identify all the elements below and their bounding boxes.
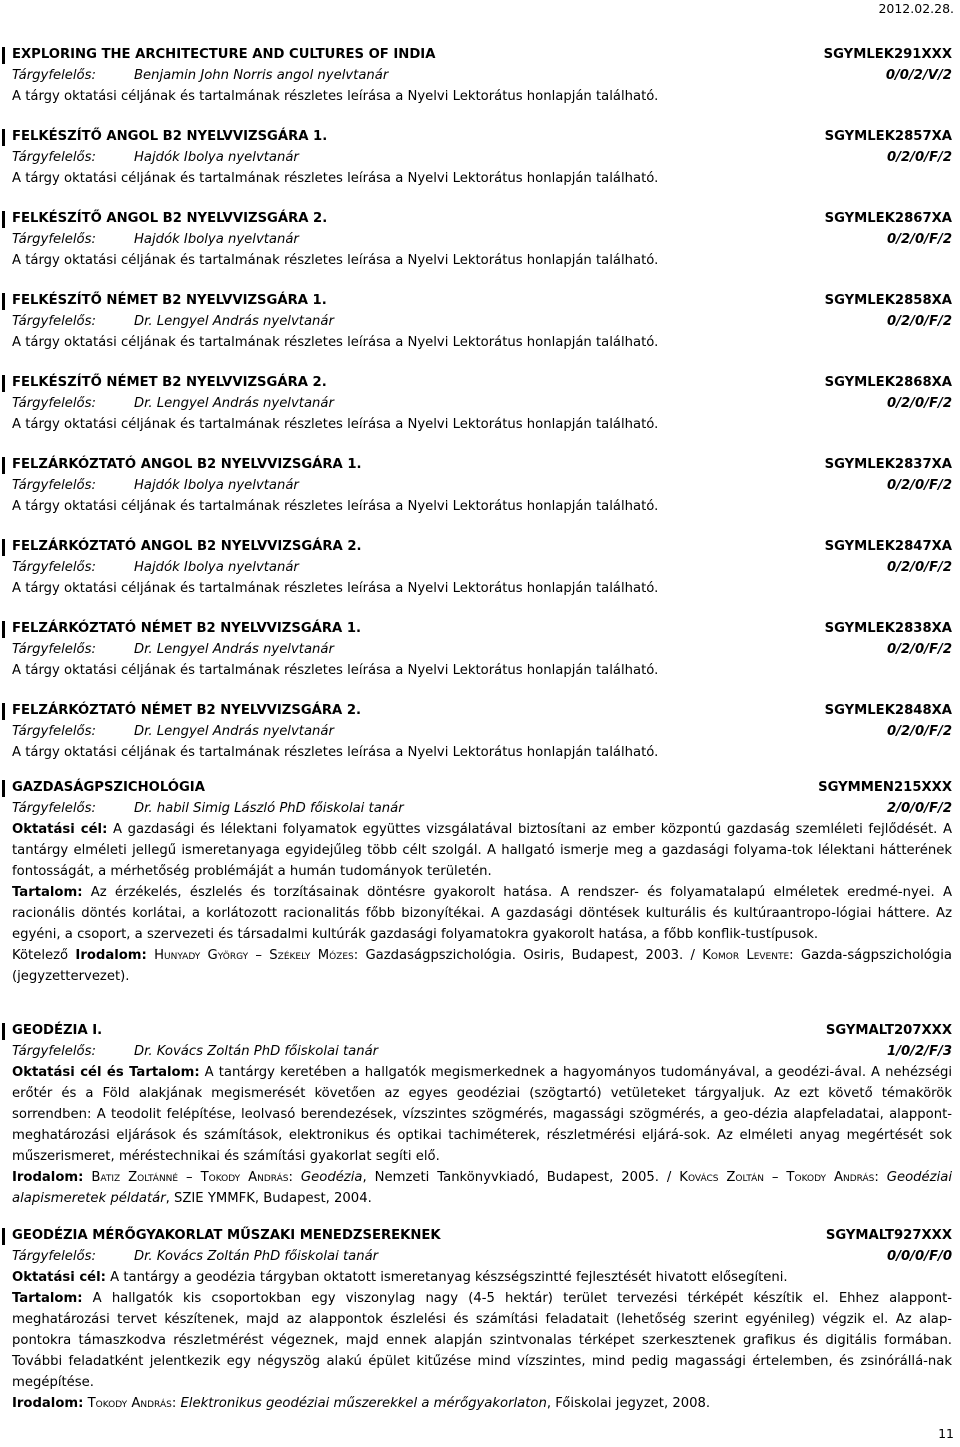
course-content xyxy=(0,882,960,945)
goal-text: A tantárgy keretében a hallgatók megismerkednek a hagyományos tudományával, a geodézi-ával. A nehézségi erőtér és a Föld alakjának megismerését követően az egyes geodéziai (szögtartó) vetületeket tárgyaljuk. Az ezt követő témakörök sorrendben: A teodolit felépítése, leolvasó berendezések, vízszintes szögmérés, magassági szögmérés, a geo-dézia alapfeladatai, alappont-meghatározási eljárások és számítások, elektronikus és optikai tachiméterek, részletmérési eljárá-sok. Az elméleti anyag megértését sok műszerismeret, méréstechnikai és számítási gyakorlat segíti elő. xyxy=(12,1065,952,1164)
course-goal xyxy=(0,1267,960,1288)
responsible-label: Tárgyfelelős: xyxy=(12,68,96,83)
course-code: SGYMALT207XXX xyxy=(825,1023,952,1038)
course-literature xyxy=(0,1393,960,1414)
course-description: A tárgy oktatási céljának és tartalmának részletes leírása a Nyelvi Lektorátus honlapján található. xyxy=(12,89,659,104)
page-date: 2012.02.28. xyxy=(878,1,954,16)
goal-label: Oktatási cél: xyxy=(12,822,108,837)
course-code: SGYMLEK2857XA xyxy=(824,129,952,144)
lit-text: , Főiskolai jegyzet, 2008. xyxy=(546,1396,711,1411)
lit-author: Tokody András xyxy=(87,1396,172,1411)
course-code: SGYMLEK2838XA xyxy=(824,621,952,636)
course-credits: 0/2/0/F/2 xyxy=(887,642,952,657)
course-title: GAZDASÁGPSZICHOLÓGIA xyxy=(12,780,205,795)
course-credits: 0/2/0/F/2 xyxy=(887,478,952,493)
course-title: FELKÉSZÍTŐ NÉMET B2 NYELVVIZSGÁRA 1. xyxy=(12,293,327,308)
course-lecturer: Dr. Lengyel András nyelvtanár xyxy=(134,314,334,329)
course-title: GEODÉZIA MÉRŐGYAKORLAT MŰSZAKI MENEDZSEREKNEK xyxy=(12,1228,441,1243)
course-block xyxy=(0,454,960,517)
course-block xyxy=(0,700,960,763)
course-description: A tárgy oktatási céljának és tartalmának részletes leírása a Nyelvi Lektorátus honlapján található. xyxy=(12,581,659,596)
course-lecturer: Dr. Lengyel András nyelvtanár xyxy=(134,396,334,411)
course-code: SGYMLEK2868XA xyxy=(824,375,952,390)
lit-text: , Nemzeti Tankönyvkiadó, Budapest, 2005. / xyxy=(362,1170,680,1185)
course-description: A tárgy oktatási céljának és tartalmának részletes leírása a Nyelvi Lektorátus honlapján található. xyxy=(12,663,659,678)
course-lecturer: Dr. Kovács Zoltán PhD főiskolai tanár xyxy=(134,1044,379,1059)
course-lecturer: Hajdók Ibolya nyelvtanár xyxy=(134,478,299,493)
lit-prefix: Kötelező xyxy=(12,948,69,963)
responsible-label: Tárgyfelelős: xyxy=(12,478,96,493)
course-block xyxy=(0,290,960,353)
course-credits: 0/2/0/F/2 xyxy=(887,150,952,165)
course-credits: 0/2/0/F/2 xyxy=(887,232,952,247)
content-text: A hallgatók kis csoportokban egy viszonylag nagy (4-5 hektár) terület tervezési térképét készítik el. Ehhez alappont-meghatározási tervet készítenek, majd az alappontok észlelési és számítási feladatait (lehetőség szerint egyénileg) végzik el. Az alap-pontokra támaszkodva részletmérést végeznek, majd ennek alapján szintvonalas térképet szerkesztenek grafikus és digitális formában. További feladatként jelentkezik egy négyszög alakú épület kitűzése mind vízszintes, mind pedig magassági értelemben, és zsinórállá-nak megépítése. xyxy=(12,1291,952,1390)
course-title: FELKÉSZÍTŐ ANGOL B2 NYELVVIZSGÁRA 1. xyxy=(12,129,328,144)
course-code: SGYMLEK2858XA xyxy=(824,293,952,308)
course-lecturer: Hajdók Ibolya nyelvtanár xyxy=(134,150,299,165)
lit-book-title: Elektronikus geodéziai műszerekkel a mérőgyakorlaton xyxy=(180,1396,547,1411)
responsible-label: Tárgyfelelős: xyxy=(12,314,96,329)
goal-label: Oktatási cél és Tartalom: xyxy=(12,1065,200,1080)
lit-sep: : xyxy=(874,1170,887,1185)
course-description: A tárgy oktatási céljának és tartalmának részletes leírása a Nyelvi Lektorátus honlapján található. xyxy=(12,499,659,514)
lit-book-title: Geodéziai alapismeretek példatár xyxy=(12,1170,952,1206)
course-block xyxy=(0,208,960,271)
course-literature xyxy=(0,945,960,987)
course-code: SGYMLEK2867XA xyxy=(824,211,952,226)
content-text: Az érzékelés, észlelés és torzításainak döntésre gyakorolt hatása. A rendszer- és folyamatalapú elméletek eredmé-nyei. A racionális döntés korlátai, a korlátozott racionalitás főbb bizonyítékai. A gazdasági döntések kulturális és kultúraantropo-lógiai háttere. Az egyéni, a csoport, a szervezeti és társadalmi kultúrák gazdasági folyamatokra gyakorolt hatása, a főbb konflik-tustípusok. xyxy=(12,885,952,942)
course-title: FELKÉSZÍTŐ ANGOL B2 NYELVVIZSGÁRA 2. xyxy=(12,211,328,226)
responsible-label: Tárgyfelelős: xyxy=(12,1044,96,1059)
lit-book-title: Geodézia xyxy=(300,1170,363,1185)
course-description: A tárgy oktatási céljának és tartalmának részletes leírása a Nyelvi Lektorátus honlapján található. xyxy=(12,335,659,350)
responsible-label: Tárgyfelelős: xyxy=(12,1249,96,1264)
course-goal xyxy=(0,819,960,882)
course-title: EXPLORING THE ARCHITECTURE AND CULTURES OF INDIA xyxy=(12,47,436,62)
goal-label: Oktatási cél: xyxy=(12,1270,106,1285)
course-content xyxy=(0,1288,960,1393)
course-lecturer: Hajdók Ibolya nyelvtanár xyxy=(134,232,299,247)
course-credits: 0/2/0/F/2 xyxy=(887,396,952,411)
course-code: SGYMLEK2837XA xyxy=(824,457,952,472)
course-title: GEODÉZIA I. xyxy=(12,1023,103,1038)
course-lecturer: Dr. habil Simig László PhD főiskolai tanár xyxy=(134,801,404,816)
responsible-label: Tárgyfelelős: xyxy=(12,642,96,657)
course-credits: 0/2/0/F/2 xyxy=(887,724,952,739)
course-description: A tárgy oktatási céljának és tartalmának részletes leírása a Nyelvi Lektorátus honlapján található. xyxy=(12,745,659,760)
course-credits: 1/0/2/F/3 xyxy=(887,1044,952,1059)
course-lecturer: Dr. Kovács Zoltán PhD főiskolai tanár xyxy=(134,1249,379,1264)
course-geodezia xyxy=(0,1020,960,1209)
course-credits: 0/0/2/V/2 xyxy=(885,68,952,83)
lit-author: Komor Levente xyxy=(702,948,790,963)
responsible-label: Tárgyfelelős: xyxy=(12,396,96,411)
lit-author: Hunyady György – Székely Mózes xyxy=(154,948,354,963)
course-block xyxy=(0,536,960,599)
lit-label: Irodalom: xyxy=(12,1170,84,1185)
lit-author: Batiz Zoltánné – Tokody András xyxy=(91,1170,289,1185)
responsible-label: Tárgyfelelős: xyxy=(12,150,96,165)
goal-text: A gazdasági és lélektani folyamatok együttes vizsgálatával biztosítani az ember központú gazdaság szemléleti fejlődését. A tantárgy elméleti jellegű ismeretanyaga egyidejűleg több célt szolgál. A hallgató ismerje meg a gazdasági folyama-tok lélektani hátterének fontosságát, a mérhetőség problémáját a humán tudományok területén. xyxy=(12,822,953,879)
content-label: Tartalom: xyxy=(12,885,83,900)
course-lecturer: Dr. Lengyel András nyelvtanár xyxy=(134,724,334,739)
course-lecturer: Dr. Lengyel András nyelvtanár xyxy=(134,642,334,657)
course-block xyxy=(0,44,960,107)
course-credits: 0/2/0/F/2 xyxy=(887,314,952,329)
course-credits: 0/0/0/F/0 xyxy=(887,1249,952,1264)
course-title: FELZÁRKÓZTATÓ ANGOL B2 NYELVVIZSGÁRA 1. xyxy=(12,457,362,472)
lit-author: Kovács Zoltán – Tokody András xyxy=(679,1170,875,1185)
course-description: A tárgy oktatási céljának és tartalmának részletes leírása a Nyelvi Lektorátus honlapján található. xyxy=(12,171,659,186)
course-code: SGYMMEN215XXX xyxy=(818,780,952,795)
course-geodezia-merogyakorlat xyxy=(0,1225,960,1414)
course-literature xyxy=(0,1167,960,1209)
course-description: A tárgy oktatási céljának és tartalmának részletes leírása a Nyelvi Lektorátus honlapján található. xyxy=(12,253,659,268)
course-lecturer: Hajdók Ibolya nyelvtanár xyxy=(134,560,299,575)
course-goal xyxy=(0,1062,960,1167)
page-number: 11 xyxy=(938,1426,954,1441)
course-code: SGYMLEK2848XA xyxy=(824,703,952,718)
course-title: FELZÁRKÓZTATÓ NÉMET B2 NYELVVIZSGÁRA 2. xyxy=(12,703,362,718)
course-description: A tárgy oktatási céljának és tartalmának részletes leírása a Nyelvi Lektorátus honlapján található. xyxy=(12,417,659,432)
course-title: FELZÁRKÓZTATÓ ANGOL B2 NYELVVIZSGÁRA 2. xyxy=(12,539,362,554)
responsible-label: Tárgyfelelős: xyxy=(12,232,96,247)
course-block xyxy=(0,372,960,435)
course-block xyxy=(0,618,960,681)
course-block xyxy=(0,126,960,189)
course-title: FELZÁRKÓZTATÓ NÉMET B2 NYELVVIZSGÁRA 1. xyxy=(12,621,362,636)
course-credits: 0/2/0/F/2 xyxy=(887,560,952,575)
content-label: Tartalom: xyxy=(12,1291,83,1306)
course-gazdasagpszichologia xyxy=(0,777,960,987)
lit-sep: : xyxy=(288,1170,301,1185)
lit-label: Irodalom: xyxy=(75,948,147,963)
lit-sep: : xyxy=(171,1396,181,1411)
lit-text: : Gazda-ságpszichológia (jegyzettervezet). xyxy=(12,948,952,984)
course-credits: 2/0/0/F/2 xyxy=(887,801,952,816)
lit-label: Irodalom: xyxy=(12,1396,84,1411)
responsible-label: Tárgyfelelős: xyxy=(12,801,96,816)
course-title: FELKÉSZÍTŐ NÉMET B2 NYELVVIZSGÁRA 2. xyxy=(12,375,327,390)
lit-text: : Gazdaságpszichológia. Osiris, Budapest, 2003. / xyxy=(353,948,703,963)
responsible-label: Tárgyfelelős: xyxy=(12,560,96,575)
course-code: SGYMLEK2847XA xyxy=(824,539,952,554)
course-lecturer: Benjamin John Norris angol nyelvtanár xyxy=(134,68,389,83)
goal-text: A tantárgy a geodézia tárgyban oktatott ismeretanyag készségszintté fejlesztését hivatott elősegíteni. xyxy=(110,1270,788,1285)
lit-text: , SZIE YMMFK, Budapest, 2004. xyxy=(165,1191,372,1206)
responsible-label: Tárgyfelelős: xyxy=(12,724,96,739)
course-code: SGYMALT927XXX xyxy=(825,1228,952,1243)
course-code: SGYMLEK291XXX xyxy=(823,47,952,62)
